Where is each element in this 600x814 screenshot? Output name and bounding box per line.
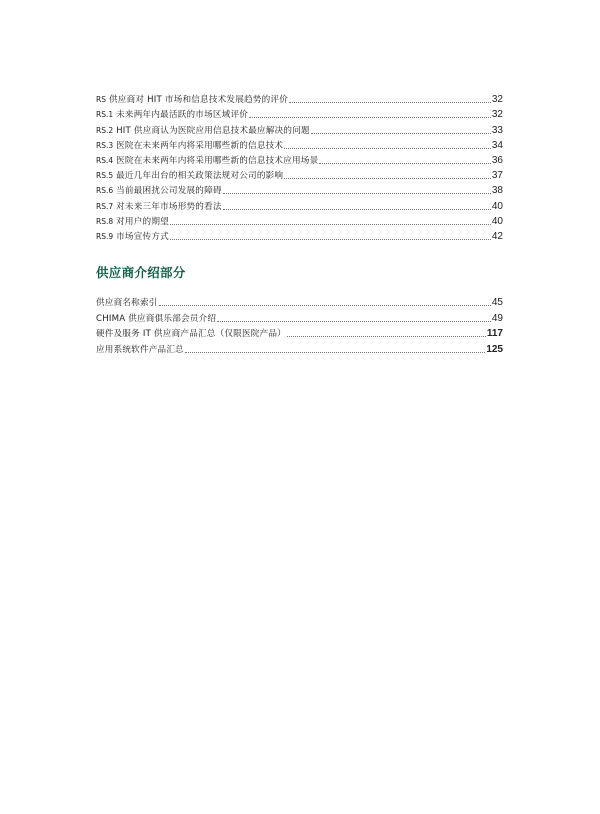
entry-title: 医院在未来两年内将采用哪些新的信息技术应用场景 — [116, 155, 319, 166]
entry-title: CHIMA 供应商俱乐部会员介绍 — [96, 313, 217, 324]
entry-title: HIT 供应商认为医院应用信息技术最应解决的问题 — [116, 125, 310, 136]
page-number: 125 — [486, 344, 503, 356]
toc-entry[interactable] — [96, 91, 503, 106]
page-number: 40 — [491, 200, 503, 212]
dot-leader — [319, 162, 490, 164]
entry-code: RS.7 — [96, 201, 114, 211]
dot-leader — [223, 208, 491, 210]
entry-code: RS — [96, 95, 106, 105]
page-number: 45 — [491, 296, 503, 308]
entry-code: RS.3 — [96, 140, 114, 150]
toc-entry[interactable] — [96, 121, 503, 136]
toc-entry[interactable] — [96, 137, 503, 152]
entry-code: RS.4 — [96, 155, 114, 165]
toc-entry[interactable] — [96, 106, 503, 121]
entry-title: 对用户的期望 — [116, 216, 169, 227]
dot-leader — [159, 304, 491, 306]
toc-entry[interactable] — [96, 152, 503, 167]
toc-entry[interactable] — [96, 325, 503, 341]
entry-title: 对未来三年市场形势的看法 — [116, 201, 222, 212]
entry-title: 市场宣传方式 — [116, 231, 169, 242]
toc-entry[interactable] — [96, 228, 503, 243]
entry-code: RS.5 — [96, 171, 114, 181]
toc-entry[interactable] — [96, 293, 503, 309]
toc-section-vendor-intro — [96, 293, 503, 356]
page-number: 32 — [491, 109, 503, 121]
page-number: 34 — [491, 139, 503, 151]
dot-leader — [170, 223, 491, 225]
entry-code: RS.6 — [96, 186, 114, 196]
toc-section-market-evaluation — [96, 91, 503, 243]
entry-title: 供应商对 HIT 市场和信息技术发展趋势的评价 — [108, 95, 288, 106]
dot-leader — [170, 238, 491, 240]
entry-title: 硬件及服务 IT 供应商产品汇总（仅限医院产品） — [96, 329, 286, 340]
page-number: 37 — [491, 170, 503, 182]
page-number: 117 — [486, 328, 503, 340]
entry-title: 应用系统软件产品汇总 — [96, 345, 184, 356]
toc-entry[interactable] — [96, 167, 503, 182]
dot-leader — [185, 351, 485, 353]
entry-title: 当前最困扰公司发展的障碍 — [116, 186, 222, 197]
toc-entry[interactable] — [96, 213, 503, 228]
entry-title: 医院在未来两年内将采用哪些新的信息技术 — [116, 140, 284, 151]
entry-code: RS.1 — [96, 110, 114, 120]
dot-leader — [289, 101, 491, 103]
page-number: 49 — [491, 312, 503, 324]
toc-entry[interactable] — [96, 197, 503, 212]
toc-entry[interactable] — [96, 182, 503, 197]
page-number: 32 — [491, 94, 503, 106]
page-number: 38 — [491, 185, 503, 197]
section-heading: 供应商介绍部分 — [96, 265, 186, 280]
entry-title: 最近几年出台的相关政策法规对公司的影响 — [116, 171, 284, 182]
dot-leader — [284, 177, 491, 179]
dot-leader — [249, 116, 491, 118]
entry-title: 未来两年内最活跃的市场区域评价 — [116, 110, 249, 121]
page-number: 36 — [491, 154, 503, 166]
entry-code: RS.2 — [96, 125, 114, 135]
dot-leader — [287, 335, 486, 337]
dot-leader — [223, 192, 491, 194]
page-number: 33 — [491, 124, 503, 136]
entry-code: RS.8 — [96, 216, 114, 226]
toc-entry[interactable] — [96, 340, 503, 356]
page-number: 40 — [491, 215, 503, 227]
dot-leader — [311, 132, 491, 134]
entry-title: 供应商名称索引 — [96, 297, 158, 308]
entry-code: RS.9 — [96, 231, 114, 241]
page-number: 42 — [491, 230, 503, 242]
toc-entry[interactable] — [96, 309, 503, 325]
dot-leader — [284, 147, 491, 149]
dot-leader — [217, 320, 491, 322]
